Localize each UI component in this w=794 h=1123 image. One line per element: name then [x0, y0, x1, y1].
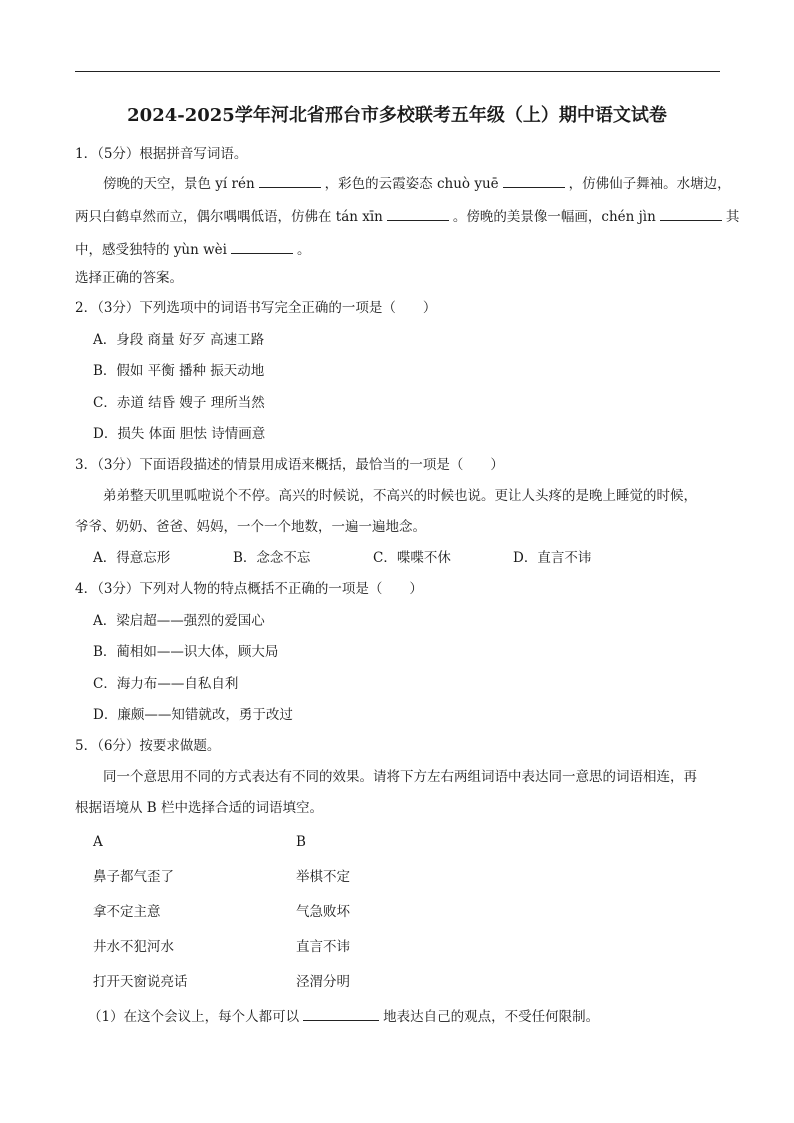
q4-option-a[interactable]: A．梁启超——强烈的爱国心 [93, 613, 265, 629]
q5-sub1-text-a: （1）在这个会议上，每个人都可以 [88, 1009, 300, 1025]
q3-option-a[interactable]: A．得意忘形 [93, 550, 171, 566]
column-a-item[interactable]: 井水不犯河水 [93, 939, 174, 955]
q3-option-c[interactable]: C．喋喋不休 [373, 550, 451, 566]
column-a-item[interactable]: 拿不定主意 [93, 904, 161, 920]
answer-blank-yunwei[interactable] [231, 239, 293, 254]
question-2-head: 2．（3分）下列选项中的词语书写完全正确的一项是（ ） [75, 300, 437, 316]
exam-title: 2024-2025学年河北省邢台市多校联考五年级（上）期中语文试卷 [127, 105, 667, 126]
q2-option-c[interactable]: C．赤道 结昏 嫂子 理所当然 [93, 395, 265, 411]
q1-text-1c: ，仿佛仙子舞袖。水塘边， [568, 176, 731, 192]
column-b-label: B [296, 834, 306, 850]
q4-option-c[interactable]: C．海力布——自私自利 [93, 676, 239, 692]
q1-text-1b: ，彩色的云霞姿态 chuò yuē [324, 176, 499, 192]
column-a-item[interactable]: 鼻子都气歪了 [93, 869, 174, 885]
question-1-line-3 [75, 239, 310, 260]
q5-subquestion-1 [88, 1006, 599, 1027]
column-a-label: A [93, 834, 103, 850]
q3-option-b[interactable]: B．念念不忘 [233, 550, 311, 566]
header-rule [75, 71, 720, 72]
q1-text-2c: 其 [725, 209, 740, 225]
q2-option-a[interactable]: A．身段 商量 好歹 高速工路 [93, 332, 265, 348]
q3-options-row [93, 548, 591, 568]
section-choice-heading: 选择正确的答案。 [75, 270, 183, 286]
question-4-head: 4．（3分）下列对人物的特点概括不正确的一项是（ ） [75, 581, 423, 597]
q5-instruction-line-2: 根据语境从 B 栏中选择合适的词语填空。 [75, 800, 324, 816]
answer-blank-chenjin[interactable] [660, 206, 722, 221]
q3-passage-line-1: 弟弟整天叽里呱啦说个不停。高兴的时候说，不高兴的时候也说。更让人头疼的是晚上睡觉的时候， [103, 488, 697, 504]
q1-text-2a: 两只白鹤卓然而立，偶尔喁喁低语，仿佛在 tán xīn [75, 209, 383, 225]
column-b-item[interactable]: 直言不讳 [296, 939, 350, 955]
question-1-line-1 [103, 173, 731, 194]
q2-option-b[interactable]: B．假如 平衡 播种 振天动地 [93, 363, 265, 379]
column-b-item[interactable]: 泾渭分明 [296, 974, 350, 990]
q2-option-d[interactable]: D．损失 体面 胆怯 诗情画意 [93, 426, 266, 442]
column-b-item[interactable]: 举棋不定 [296, 869, 350, 885]
q1-text-3b: 。 [296, 242, 311, 258]
q5-sub1-text-b: 地表达自己的观点，不受任何限制。 [383, 1009, 600, 1025]
q1-text-2b: 。傍晚的美景像一幅画，chén jìn [452, 209, 656, 225]
q4-option-b[interactable]: B．蔺相如——识大体，顾大局 [93, 644, 279, 660]
q3-option-d[interactable]: D．直言不讳 [513, 550, 592, 566]
q3-passage-line-2: 爷爷、奶奶、爸爸、妈妈，一个一个地数，一遍一遍地念。 [75, 519, 426, 535]
answer-blank-tanxin[interactable] [387, 206, 449, 221]
question-3-head: 3．（3分）下面语段描述的情景用成语来概括，最恰当的一项是（ ） [75, 457, 504, 473]
question-1-line-2 [75, 206, 739, 227]
column-b-item[interactable]: 气急败坏 [296, 904, 350, 920]
q4-option-d[interactable]: D．廉颇——知错就改，勇于改过 [93, 707, 293, 723]
q1-text-1a: 傍晚的天空，景色 yí rén [103, 176, 255, 192]
q5-instruction-line-1: 同一个意思用不同的方式表达有不同的效果。请将下方左右两组词语中表达同一意思的词语相连，再 [103, 769, 697, 785]
q1-text-3a: 中，感受独特的 yùn wèi [75, 242, 227, 258]
question-5-head: 5．（6分）按要求做题。 [75, 738, 221, 754]
question-1-head: 1．（5分）根据拼音写词语。 [75, 146, 248, 162]
answer-blank-sub1[interactable] [303, 1006, 379, 1021]
answer-blank-yiren[interactable] [259, 173, 321, 188]
column-a-item[interactable]: 打开天窗说亮话 [93, 974, 188, 990]
answer-blank-chuoyue[interactable] [503, 173, 565, 188]
